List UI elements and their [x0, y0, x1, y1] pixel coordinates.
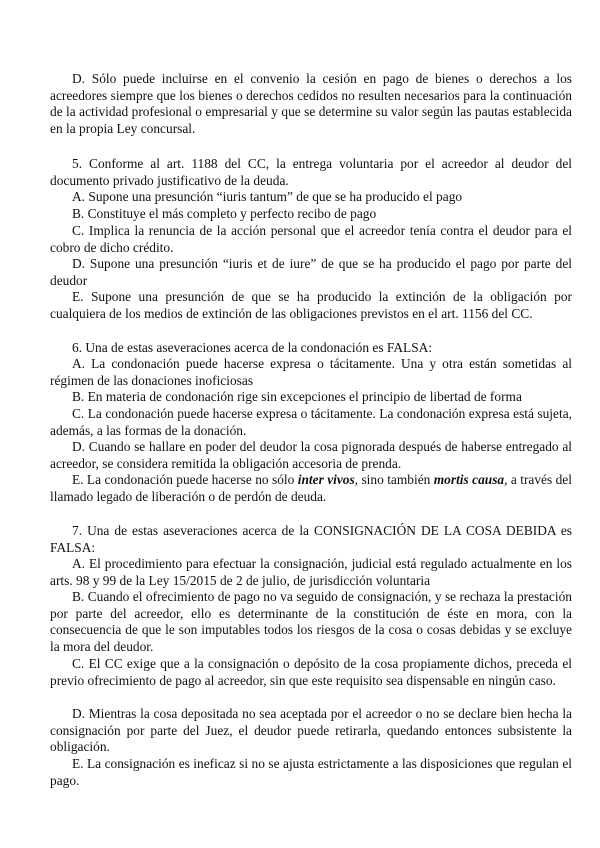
q5-option-b: B. Constituye el más completo y perfecto recibo de pago	[72, 206, 377, 221]
q6-option-e-term-inter-vivos: inter vivos	[297, 472, 355, 487]
q5-option-a: A. Supone una presunción “iuris tantum” de que se ha producido el pago	[72, 189, 463, 204]
q6-option-d: D. Cuando se hallare en poder del deudor la cosa pignorada después de haberse entregado al acreedor, se considera remitida la obligación accesoria de prenda.	[50, 439, 572, 471]
q6-option-e-text-1: E. La condonación puede hacerse no sólo	[72, 472, 298, 487]
q6-option-e-text-2: , sino también	[354, 472, 434, 487]
q5-option-c: C. Implica la renuncia de la acción personal que el acreedor tenía contra el deudor para el cobro de dicho crédito.	[50, 223, 572, 255]
q4-option-d: D. Sólo puede incluirse en el convenio la cesión en pago de bienes o derechos a los acreedores siempre que los bienes o derechos cedidos no resulten necesarios para la continuación de la actividad profesional o empresarial y que se determine su valor según las pautas establecida en la propia Ley concursal.	[50, 71, 572, 136]
q5-option-e: E. Supone una presunción de que se ha producido la extinción de la obligación por cualquiera de los medios de extinción de las obligaciones previstos en el art. 1156 del CC.	[50, 289, 572, 321]
q6-option-b: B. En materia de condonación rige sin excepciones el principio de libertad de forma	[72, 389, 522, 404]
q6-option-e-text-3: , a través del llamado legado de liberación o de perdón de deuda.	[50, 472, 572, 504]
q7-option-b: B. Cuando el ofrecimiento de pago no va seguido de consignación, y se rechaza la prestación por parte del acreedor, ello es determinante de la constitución de éste en mora, con la consecuencia de que le son imputables todos los riesgos de la cosa o cosas debidas y se excluye la mora del deudor.	[50, 589, 572, 654]
q6-option-c: C. La condonación puede hacerse expresa o tácitamente. La condonación expresa está sujeta, además, a las formas de la donación.	[50, 406, 572, 438]
q7-option-d: D. Mientras la cosa depositada no sea aceptada por el acreedor o no se declare bien hecha la consignación por parte del Juez, el deudor puede retirarla, quedando entonces subsistente la obligación.	[50, 706, 572, 755]
q7-option-c: C. El CC exige que a la consignación o depósito de la cosa propiamente dichos, preceda el previo ofrecimiento de pago al acreedor, sin que este requisito sea dispensable en ningún caso.	[50, 656, 572, 688]
q5-question: 5. Conforme al art. 1188 del CC, la entrega voluntaria por el acreedor al deudor del documento privado justificativo de la deuda.	[50, 156, 572, 188]
q6-option-e-term-mortis-causa: mortis causa	[433, 472, 505, 487]
q5-option-d: D. Supone una presunción “iuris et de iure” de que se ha producido el pago por parte del deudor	[50, 256, 572, 288]
q7-option-e: E. La consignación es ineficaz si no se ajusta estrictamente a las disposiciones que regulan el pago.	[50, 756, 572, 788]
q7-option-a: A. El procedimiento para efectuar la consignación, judicial está regulado actualmente en los arts. 98 y 99 de la Ley 15/2015 de 2 de julio, de jurisdicción voluntaria	[50, 556, 572, 588]
q6-option-a: A. La condonación puede hacerse expresa o tácitamente. Una y otra están sometidas al régimen de las donaciones inoficiosas	[50, 356, 572, 388]
q7-question: 7. Una de estas aseveraciones acerca de la CONSIGNACIÓN DE LA COSA DEBIDA es FALSA:	[50, 523, 572, 555]
q6-option-e	[50, 472, 572, 505]
q6-question: 6. Una de estas aseveraciones acerca de la condonación es FALSA:	[72, 340, 433, 355]
